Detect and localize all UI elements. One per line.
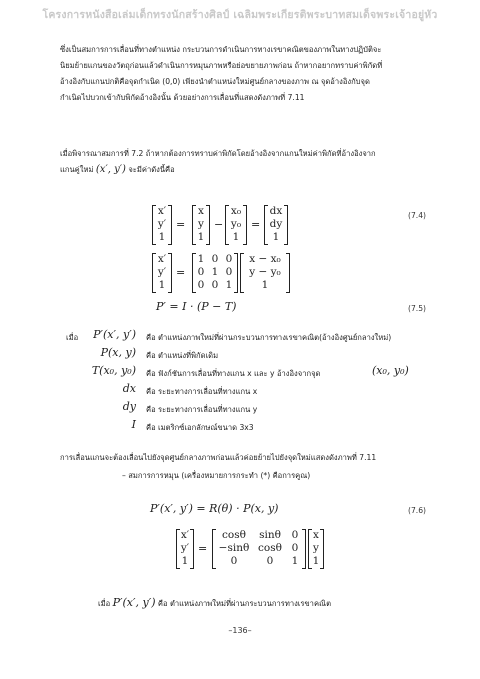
running-header: โครงการหนังสือเล่มเด็กทรงนักสร้างศิลป์ เฉลิมพระเกียรติพระบาทสมเด็จพระเจ้าอยู่หัว — [42, 9, 438, 21]
def-text: คือ ระยะทางการเลื่อนที่ทางแกน y — [146, 405, 258, 414]
def-text: คือ ตำแหน่งภาพใหม่ที่ผ่านกระบวนการทางเรขาคณิต(อ้างอิงศูนย์กลางใหม่) — [146, 333, 392, 342]
paragraph-line: ซึ่งเป็นสมการการเลื่อนที่ทางตำแหน่ง กระบวนการดำเนินการทางเรขาคณิตของภาพในทางปฏิบัติจะ — [60, 45, 382, 54]
inline-math: (x′, y′) — [95, 164, 126, 175]
equation-7-6: P′(x′, y′) = R(θ) · P(x, y) — [150, 502, 279, 515]
last-definition: เมื่อ P′(x′, y′) คือ ตำแหน่งภาพใหม่ที่ผ่านกระบวนการทางเรขาคณิต — [98, 596, 331, 609]
def-extra: (x₀, y₀) — [372, 364, 409, 377]
vector-x: x y 1 — [308, 529, 324, 569]
vector-x-prime: x′ y′ 1 — [176, 529, 194, 569]
definitions-intro: เมื่อ — [66, 333, 79, 342]
def-text: คือ ตำแหน่งที่พิกัดเดิม — [146, 351, 219, 360]
vector-d: dx dy 1 — [264, 205, 288, 245]
def-text: คือ ฟังก์ชันการเลื่อนที่ทางแกน x และ y อ้างอิงจากจุด — [146, 369, 321, 378]
paragraph-new-axis — [60, 146, 428, 178]
equation-number: (7.6) — [407, 506, 426, 515]
paragraph-line: แกนคู่ใหม่ (x′, y′) จะมีค่าดังนี้คือ — [60, 164, 175, 175]
def-symbol: I — [131, 418, 136, 431]
vector-x-prime: x′ y′ 1 — [152, 205, 172, 245]
identity-matrix: 1 0 0 0 1 0 0 0 1 — [192, 253, 238, 293]
vector-x0: x₀ y₀ 1 — [225, 205, 247, 245]
def-symbol: dy — [122, 400, 136, 413]
def-symbol: T(x₀, y₀) — [91, 364, 136, 377]
def-text: คือ เมตริกซ์เอกลักษณ์ขนาด 3x3 — [146, 423, 254, 432]
paragraph-line: นิยมย้ายแกนของวัตถุก่อนแล้วดำเนินการหมุนภาพหรือย่อขยายภาพก่อน ถ้าหากอยากทราบค่าพิกัดที่ — [60, 61, 383, 70]
def-symbol: P(x, y) — [100, 346, 136, 359]
equation-number: (7.4) — [407, 211, 426, 220]
equation-number: (7.5) — [407, 304, 426, 313]
def-text: คือ ระยะทางการเลื่อนที่ทางแกน x — [146, 387, 258, 396]
paragraph-line: การเลื่อนแกนจะต้องเลื่อนไปยังจุดศูนย์กลางภาพก่อนแล้วค่อยย้ายไปยังจุดใหม่แสดงดังภาพที่ 7.11 — [60, 453, 377, 462]
rotation-matrix: cosθ sinθ 0 −sinθ cosθ 0 0 0 1 — [212, 529, 306, 569]
paragraph-line: กำเนิดไปบวกเข้ากับพิกัดอ้างอิงนั้น ด้วยอย่างการเลื่อนที่แสดงดังภาพที่ 7.11 — [60, 93, 305, 102]
paragraph-line: อ้างอิงกับแกนปกติคือจุดกำเนิด (0,0) เพียงนำตำแหน่งใหม่ศูนย์กลางของภาพ ณ จุดอ้างอิงกับจุด — [60, 77, 370, 86]
paragraph-line: เมื่อพิจารณาสมการที่ 7.2 ถ้าหากต้องการทราบค่าพิกัดโดยอ้างอิงจากแกนใหม่ค่าพิกัดที่อ้างอิงจาก — [60, 149, 376, 158]
vector-x: x y 1 — [192, 205, 210, 245]
equation-7-5: P′ = I · (P − T) — [156, 300, 237, 313]
rotation-heading: – สมการการหมุน (เครื่องหมายการกระทำ (*) คือการคูณ) — [122, 471, 311, 480]
page-number: –136– — [228, 626, 252, 635]
vector-difference: x − x₀ y − y₀ 1 — [240, 253, 290, 293]
def-symbol: P′(x′, y′) — [93, 328, 136, 341]
paragraph-translation — [60, 42, 428, 106]
def-symbol: P′(x′, y′) — [112, 596, 156, 609]
def-symbol: dx — [122, 382, 136, 395]
vector-x-prime: x′ y′ 1 — [152, 253, 172, 293]
